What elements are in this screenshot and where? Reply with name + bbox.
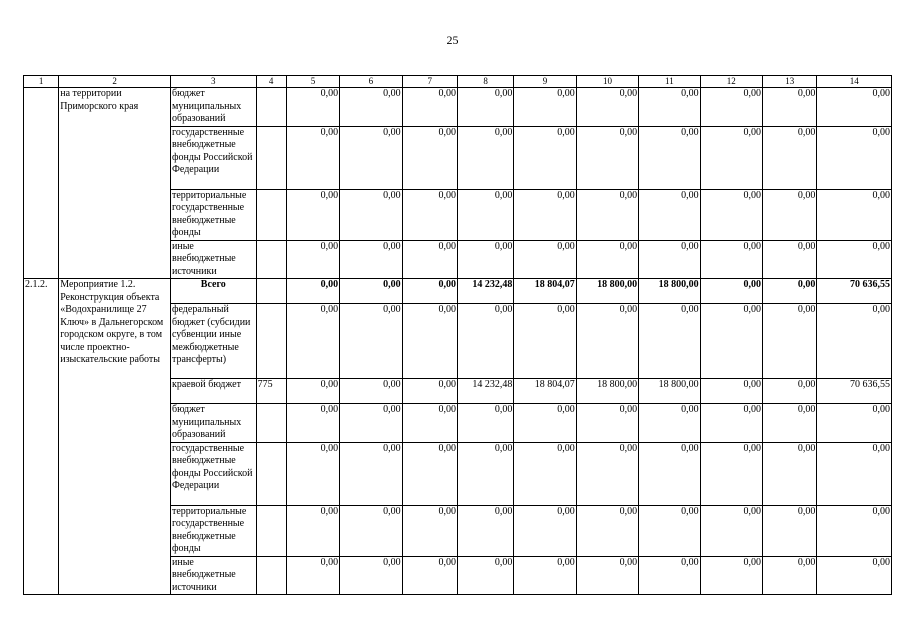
page-number: 25 [446, 33, 459, 47]
amount-cell: 0,00 [402, 126, 457, 189]
funding-source: Всего [171, 279, 257, 304]
amount-cell: 0,00 [576, 442, 638, 505]
amount-cell: 0,00 [402, 442, 457, 505]
amount-cell: 0,00 [817, 126, 892, 189]
column-header: 4 [256, 76, 286, 88]
amount-cell: 70 636,55 [817, 279, 892, 304]
budget-code [256, 404, 286, 443]
column-header: 5 [286, 76, 339, 88]
amount-cell: 0,00 [340, 505, 402, 556]
amount-cell: 0,00 [700, 126, 762, 189]
amount-cell: 0,00 [817, 556, 892, 595]
amount-cell: 0,00 [700, 556, 762, 595]
amount-cell: 0,00 [817, 304, 892, 379]
amount-cell: 18 800,00 [576, 379, 638, 404]
amount-cell: 0,00 [340, 304, 402, 379]
amount-cell: 0,00 [700, 304, 762, 379]
amount-cell: 0,00 [402, 189, 457, 240]
amount-cell: 0,00 [763, 88, 817, 127]
column-header: 2 [59, 76, 171, 88]
amount-cell: 0,00 [763, 304, 817, 379]
funding-source: государственные внебюджетные фонды Российской Федерации [171, 442, 257, 505]
amount-cell: 0,00 [700, 379, 762, 404]
funding-source: бюджет муниципальных образований [171, 404, 257, 443]
amount-cell: 0,00 [763, 240, 817, 279]
budget-code [256, 189, 286, 240]
amount-cell: 0,00 [457, 240, 513, 279]
amount-cell: 0,00 [340, 240, 402, 279]
amount-cell: 0,00 [763, 279, 817, 304]
amount-cell: 0,00 [514, 304, 576, 379]
column-header: 13 [763, 76, 817, 88]
amount-cell: 14 232,48 [457, 379, 513, 404]
header-row [24, 76, 892, 88]
amount-cell: 0,00 [639, 505, 700, 556]
amount-cell: 0,00 [286, 189, 339, 240]
amount-cell: 0,00 [817, 442, 892, 505]
amount-cell: 0,00 [402, 556, 457, 595]
item-code: 2.1.2. [24, 279, 59, 595]
amount-cell: 0,00 [340, 88, 402, 127]
item-name: на территории Приморского края [59, 88, 171, 279]
amount-cell: 0,00 [639, 126, 700, 189]
budget-code [256, 304, 286, 379]
amount-cell: 0,00 [763, 505, 817, 556]
amount-cell: 0,00 [286, 279, 339, 304]
amount-cell: 0,00 [340, 189, 402, 240]
amount-cell: 0,00 [340, 404, 402, 443]
amount-cell: 0,00 [576, 88, 638, 127]
amount-cell: 0,00 [763, 126, 817, 189]
amount-cell: 0,00 [514, 404, 576, 443]
column-header: 7 [402, 76, 457, 88]
budget-code [256, 240, 286, 279]
amount-cell: 0,00 [402, 240, 457, 279]
budget-code [256, 279, 286, 304]
funding-source: иные внебюджетные источники [171, 240, 257, 279]
column-header: 1 [24, 76, 59, 88]
amount-cell: 0,00 [639, 88, 700, 127]
amount-cell: 0,00 [340, 126, 402, 189]
amount-cell: 0,00 [576, 304, 638, 379]
item-code [24, 88, 59, 279]
amount-cell: 0,00 [286, 379, 339, 404]
funding-source: территориальные государственные внебюджетные фонды [171, 189, 257, 240]
amount-cell: 0,00 [514, 505, 576, 556]
funding-source: государственные внебюджетные фонды Российской Федерации [171, 126, 257, 189]
column-header: 10 [576, 76, 638, 88]
amount-cell: 0,00 [817, 240, 892, 279]
amount-cell: 18 804,07 [514, 379, 576, 404]
amount-cell: 0,00 [700, 279, 762, 304]
amount-cell: 0,00 [457, 556, 513, 595]
budget-code [256, 126, 286, 189]
amount-cell: 0,00 [700, 505, 762, 556]
amount-cell: 0,00 [700, 240, 762, 279]
amount-cell: 0,00 [700, 189, 762, 240]
amount-cell: 0,00 [817, 404, 892, 443]
amount-cell: 0,00 [340, 442, 402, 505]
amount-cell: 0,00 [514, 88, 576, 127]
column-header: 14 [817, 76, 892, 88]
amount-cell: 0,00 [286, 126, 339, 189]
amount-cell: 0,00 [639, 240, 700, 279]
item-name: Мероприятие 1.2. Реконструкция объекта «Водохранилище 27 Ключ» в Дальнегорском городском округе, в том числе проектно-изыскательские работы [59, 279, 171, 595]
amount-cell: 0,00 [576, 126, 638, 189]
amount-cell: 0,00 [402, 304, 457, 379]
funding-source: краевой бюджет [171, 379, 257, 404]
amount-cell: 0,00 [514, 126, 576, 189]
amount-cell: 18 800,00 [639, 279, 700, 304]
amount-cell: 0,00 [514, 556, 576, 595]
amount-cell: 0,00 [514, 240, 576, 279]
budget-table [23, 75, 892, 595]
funding-source: иные внебюджетные источники [171, 556, 257, 595]
column-header: 9 [514, 76, 576, 88]
amount-cell: 0,00 [286, 240, 339, 279]
amount-cell: 0,00 [817, 505, 892, 556]
amount-cell: 0,00 [763, 556, 817, 595]
amount-cell: 0,00 [402, 279, 457, 304]
amount-cell: 0,00 [700, 88, 762, 127]
amount-cell: 0,00 [639, 304, 700, 379]
amount-cell: 0,00 [817, 189, 892, 240]
amount-cell: 0,00 [286, 505, 339, 556]
amount-cell: 0,00 [457, 505, 513, 556]
amount-cell: 0,00 [340, 279, 402, 304]
amount-cell: 0,00 [457, 88, 513, 127]
amount-cell: 0,00 [576, 189, 638, 240]
amount-cell: 0,00 [340, 556, 402, 595]
amount-cell: 0,00 [576, 505, 638, 556]
column-header: 11 [639, 76, 700, 88]
amount-cell: 0,00 [576, 556, 638, 595]
table-row [24, 279, 892, 304]
column-header: 3 [171, 76, 257, 88]
amount-cell: 0,00 [514, 442, 576, 505]
amount-cell: 0,00 [286, 442, 339, 505]
funding-source: федеральный бюджет (субсидии субвенции иные межбюджетные трансферты) [171, 304, 257, 379]
amount-cell: 18 804,07 [514, 279, 576, 304]
amount-cell: 18 800,00 [639, 379, 700, 404]
amount-cell: 0,00 [340, 379, 402, 404]
amount-cell: 0,00 [639, 442, 700, 505]
budget-code [256, 442, 286, 505]
amount-cell: 0,00 [700, 404, 762, 443]
amount-cell: 0,00 [286, 556, 339, 595]
funding-source: бюджет муниципальных образований [171, 88, 257, 127]
budget-code [256, 556, 286, 595]
budget-code [256, 88, 286, 127]
amount-cell: 0,00 [639, 556, 700, 595]
amount-cell: 0,00 [457, 304, 513, 379]
budget-code: 775 [256, 379, 286, 404]
amount-cell: 0,00 [402, 379, 457, 404]
amount-cell: 0,00 [763, 442, 817, 505]
amount-cell: 0,00 [402, 88, 457, 127]
amount-cell: 0,00 [457, 442, 513, 505]
column-header: 8 [457, 76, 513, 88]
amount-cell: 0,00 [639, 189, 700, 240]
amount-cell: 0,00 [457, 404, 513, 443]
amount-cell: 0,00 [286, 304, 339, 379]
amount-cell: 0,00 [817, 88, 892, 127]
amount-cell: 0,00 [402, 404, 457, 443]
amount-cell: 0,00 [286, 404, 339, 443]
amount-cell: 0,00 [286, 88, 339, 127]
amount-cell: 0,00 [514, 189, 576, 240]
amount-cell: 0,00 [763, 404, 817, 443]
amount-cell: 0,00 [402, 505, 457, 556]
amount-cell: 0,00 [700, 442, 762, 505]
column-header: 12 [700, 76, 762, 88]
funding-source: территориальные государственные внебюджетные фонды [171, 505, 257, 556]
amount-cell: 0,00 [639, 404, 700, 443]
amount-cell: 14 232,48 [457, 279, 513, 304]
amount-cell: 0,00 [576, 404, 638, 443]
budget-code [256, 505, 286, 556]
amount-cell: 0,00 [576, 240, 638, 279]
amount-cell: 18 800,00 [576, 279, 638, 304]
table-row [24, 88, 892, 127]
amount-cell: 0,00 [763, 379, 817, 404]
amount-cell: 0,00 [763, 189, 817, 240]
amount-cell: 70 636,55 [817, 379, 892, 404]
amount-cell: 0,00 [457, 126, 513, 189]
amount-cell: 0,00 [457, 189, 513, 240]
column-header: 6 [340, 76, 402, 88]
